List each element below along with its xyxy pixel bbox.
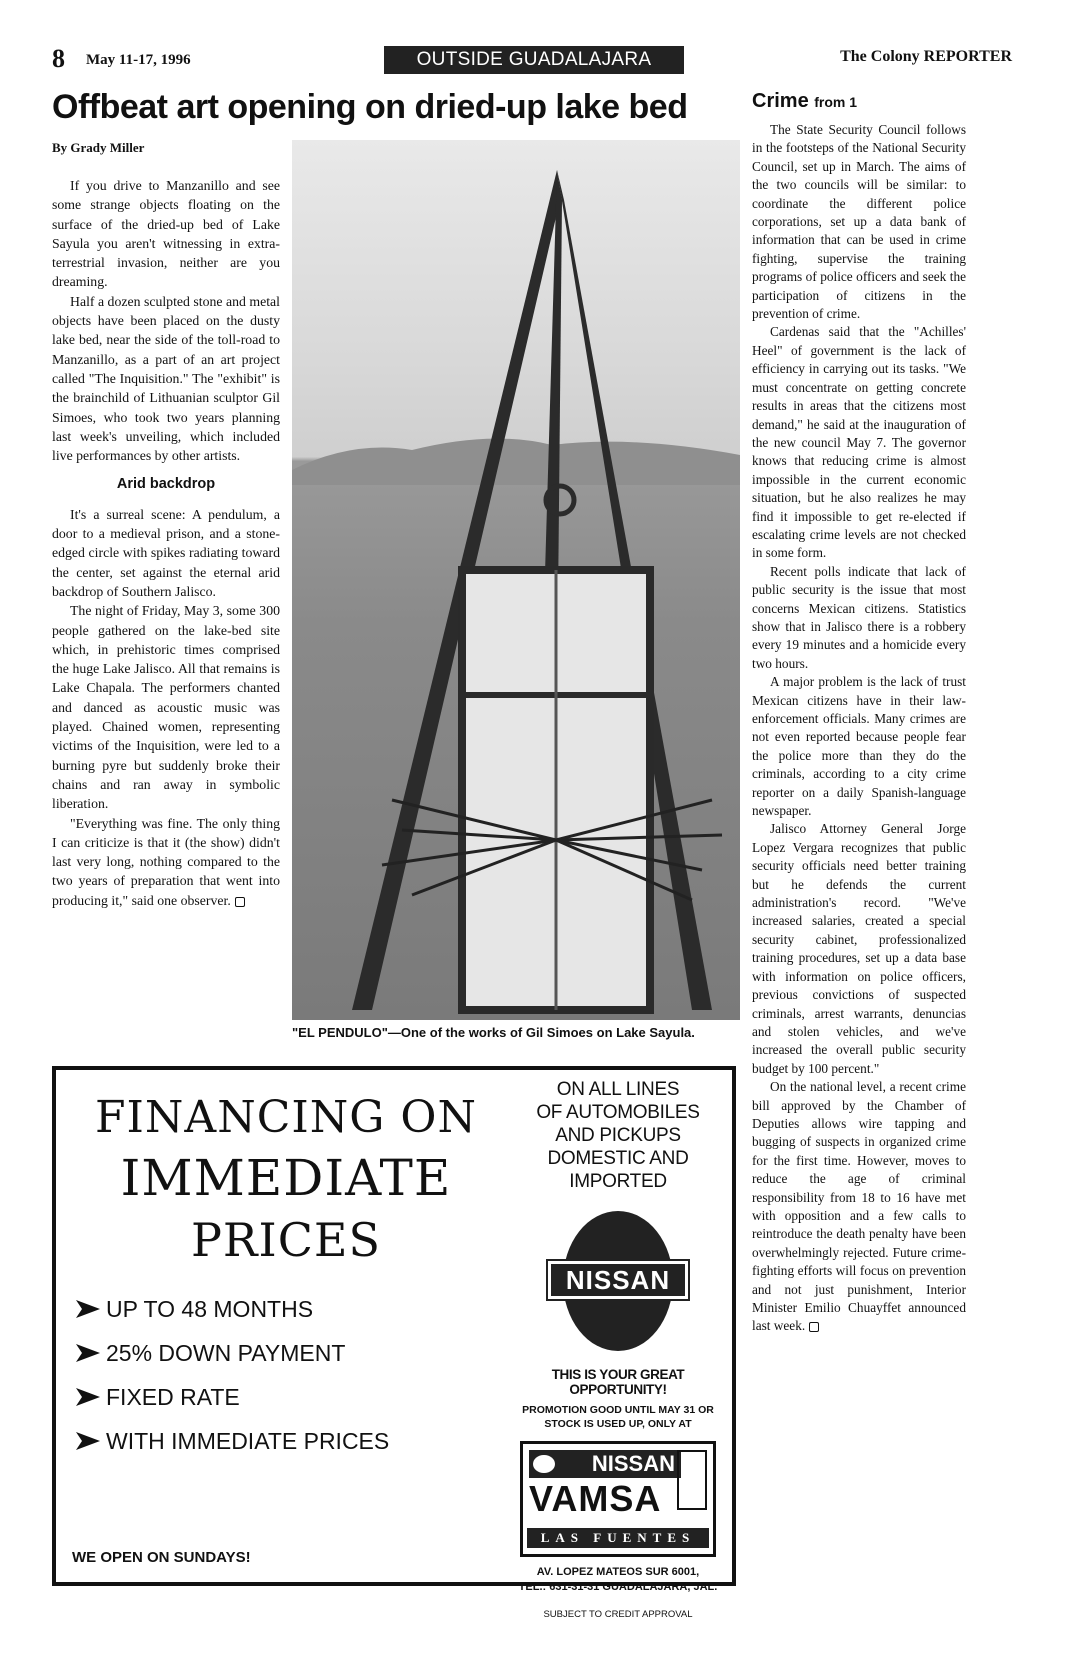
sidebar-body: [752, 121, 966, 1336]
dealer-logo: [520, 1441, 716, 1557]
ad-bullet: [76, 1331, 496, 1375]
article-paragraph: The night of Friday, May 3, some 300 people gathered on the lake-bed site which, in prehistoric times comprised the huge Lake Jalisco. All that remains is Lake Chapala. The performers chanted and danced as acoustic music was played. Chained women, representing victims of the Inquisition, were led to a burning pyre but suddenly broke their chains and ran away in symbolic liberation.: [52, 603, 280, 812]
nissan-logo-bar: NISSAN: [548, 1261, 688, 1299]
ad-bullet-text: UP TO 48 MONTHS: [106, 1295, 314, 1322]
ad-promo-line: STOCK IS USED UP, ONLY AT: [544, 1418, 692, 1430]
paper-name: The Colony REPORTER: [840, 48, 1012, 65]
article-byline: By Grady Miller: [52, 140, 145, 155]
article-paragraph: It's a surreal scene: A pendulum, a door to a medieval prison, and a stone-edged circle with spikes radiating toward the center, set against the eternal arid backdrop of Southern Jalisco.: [52, 506, 280, 599]
sidebar-last-paragraph: On the national level, a recent crime bill approved by the Chamber of Deputies allows wire tapping and bugging of suspects in organized crime for the first time. However, moves to reduce the age of criminal responsibility from 18 to 16 have met with opposition and a few calls to reintroduce the death penalty have been overwhelmingly rejected. Future crime-fighting efforts will focus on prevention and not just punishment, Interior Minister Emilio Chuayffet announced last week.: [752, 1079, 966, 1334]
pendulum-sculpture-illustration: [292, 140, 740, 1020]
ad-promo: [508, 1403, 728, 1431]
dealer-address: [508, 1565, 728, 1595]
ad-line: DOMESTIC AND: [547, 1148, 689, 1169]
issue-date: May 11-17, 1996: [86, 52, 191, 68]
ad-line: ON ALL LINES: [556, 1079, 680, 1100]
arrow-bullet-icon: [76, 1300, 100, 1318]
nissan-advertisement: [52, 1066, 736, 1620]
nissan-logo: [548, 1211, 688, 1351]
ad-lines-text: [508, 1078, 728, 1193]
sidebar-paragraph: The State Security Council follows in the footsteps of the National Security Council, set up in March. The aims of the two councils will be similar: to coordinate the different police corporations, set up a data bank of information that can be used in crime fighting, supervise the training programs of police officers and seek the participation of citizens in the prevention of crime.: [752, 122, 966, 322]
dealer-name: VAMSA: [529, 1478, 662, 1519]
ad-line: AND PICKUPS: [555, 1125, 681, 1146]
ad-open-sundays: WE OPEN ON SUNDAYS!: [72, 1549, 251, 1566]
ad-right-panel: [508, 1078, 728, 1620]
ad-line: IMPORTED: [569, 1171, 667, 1192]
sidebar-title: Crime: [752, 90, 809, 112]
article-paragraph: [52, 814, 280, 910]
crime-sidebar: [752, 90, 966, 1336]
dealer-branch: LAS FUENTES: [527, 1528, 709, 1548]
ad-headline-immediate: IMMEDIATE: [120, 1149, 452, 1207]
ad-bullet: [76, 1287, 496, 1331]
sidebar-paragraph: Jalisco Attorney General Jorge Lopez Vergara recognizes that public security officials need better training but he defends the current administration's record. "We've increased salaries, created a special security cabinet, professionalized training procedures, set up a data base with information on police officers, previous convictions of suspected criminals, arrest warrants, denuncias and stolen vehicles, and we've increased the overall public security budget by 100 percent.": [752, 821, 966, 1076]
article-paragraph: If you drive to Manzanillo and see some strange objects floating on the surface of the dried-up bed of Lake Sayula you aren't witnessing in extra-terrestrial invasion, neither are you dreaming.: [52, 178, 280, 290]
sidebar-paragraph: Cardenas said that the "Achilles' Heel" of government is the lack of efficiency in carrying out its tasks. "We must concentrate on getting concrete results in areas that the citizens most demand," he said at the inauguration of the new council May 7. The governor knows that reducing crime is almost impossible in the current economic situation, but he also realizes he may find it impossible to get re-elected if escalating crime levels are not checked in some form.: [752, 324, 966, 561]
masthead: [52, 44, 1012, 78]
mountain-ridge: [292, 439, 740, 485]
arrow-bullet-icon: [76, 1432, 100, 1450]
section-banner: OUTSIDE GUADALAJARA: [384, 46, 684, 74]
page-number: 8: [52, 44, 65, 73]
ad-promo-line: PROMOTION GOOD UNTIL MAY 31 OR: [522, 1404, 714, 1416]
article-last-paragraph: "Everything was fine. The only thing I can criticize is that it (the show) didn't last very long, nothing compared to the two years of preparation that went into producing it," said one observer.: [52, 815, 280, 908]
ad-bullet: [76, 1419, 496, 1463]
sidebar-paragraph: [752, 1078, 966, 1336]
ad-opportunity: THIS IS YOUR GREAT OPPORTUNITY!: [551, 1367, 685, 1397]
ad-bullet-list: [76, 1287, 496, 1463]
article-column-1: [52, 176, 280, 910]
article-headline: Offbeat art opening on dried-up lake bed: [52, 88, 688, 126]
article-subhead: Arid backdrop: [116, 476, 216, 493]
ad-bullet-text: WITH IMMEDIATE PRICES: [106, 1427, 390, 1454]
ad-headline-prices: PRICES: [190, 1213, 382, 1267]
dealer-address-line: AV. LOPEZ MATEOS SUR 6001,: [536, 1566, 700, 1578]
article-paragraph: Half a dozen sculpted stone and metal objects have been placed on the dusty lake bed, near the side of the toll-road to Manzanillo, as a part of an art project called "The Inquisition." The "exhibit" is the brainchild of Lithuanian sculptor Gil Simoes, who took two years planning last week's unveiling, which included live performances by other artists.: [52, 293, 280, 464]
dealer-brand: NISSAN: [529, 1450, 681, 1478]
sidebar-paragraph: Recent polls indicate that lack of public security is the issue that most concerns Mexican citizens. Statistics show that in Jalisco there is a robbery every 19 minutes and a homicide every two hours.: [752, 563, 966, 671]
photo-caption: "EL PENDULO"—One of the works of Gil Simoes on Lake Sayula.: [292, 1025, 695, 1040]
dealer-phone-line: TEL.: 631-31-31 GUADALAJARA, JAL.: [518, 1581, 718, 1593]
ad-bullet-text: FIXED RATE: [106, 1383, 240, 1410]
ad-bullet: [76, 1375, 496, 1419]
sidebar-paragraph: A major problem is the lack of trust Mexican citizens have in their law-enforcement officials. Many crimes are not even reported because people fear the police more than they do the criminals, according to a city crime reporter on a daily Spanish-language newspaper.: [752, 674, 966, 819]
end-mark-icon: [809, 1322, 819, 1332]
sidebar-heading: [752, 90, 966, 113]
fountain-emblem-icon: [677, 1450, 707, 1510]
arrow-bullet-icon: [76, 1344, 100, 1362]
ad-headline-financing: FINANCING ON: [95, 1092, 477, 1143]
ad-credit-note: SUBJECT TO CREDIT APPROVAL: [543, 1609, 693, 1620]
ad-line: OF AUTOMOBILES: [536, 1102, 700, 1123]
ad-left-panel: [76, 1092, 496, 1463]
ad-bullet-text: 25% DOWN PAYMENT: [106, 1339, 346, 1366]
nissan-emblem-icon: [533, 1455, 555, 1473]
arrow-bullet-icon: [76, 1388, 100, 1406]
end-mark-icon: [235, 897, 245, 907]
pendulum-photo: [292, 140, 740, 1020]
sidebar-jump-line: from 1: [814, 94, 858, 110]
